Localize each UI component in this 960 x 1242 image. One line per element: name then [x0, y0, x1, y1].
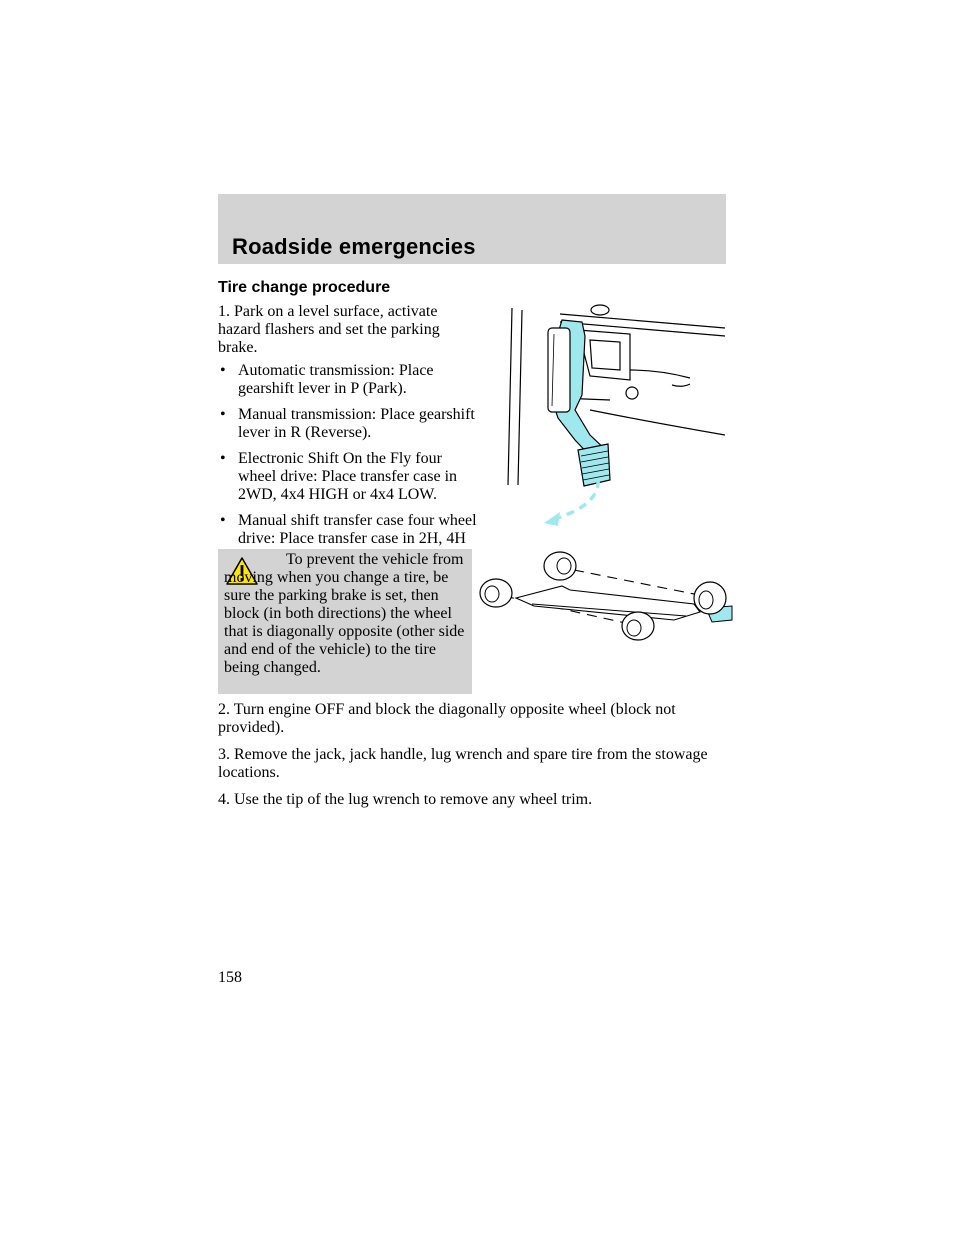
section-heading: Tire change procedure	[218, 279, 391, 296]
bullet-glyph: •	[220, 406, 226, 423]
step-3-text: 3. Remove the jack, jack handle, lug wrench and spare tire from the stowage locations.	[218, 746, 708, 781]
list-item	[218, 406, 478, 442]
page-title: Roadside emergencies	[232, 234, 476, 259]
step-2-text: 2. Turn engine OFF and block the diagonally opposite wheel (block not provided).	[218, 701, 676, 736]
parking-brake-pedal-illustration	[490, 300, 725, 530]
header-band	[218, 194, 726, 264]
list-item	[218, 450, 478, 504]
page-number: 158	[218, 969, 242, 986]
bullet-text: Manual shift transfer case four wheel drive: Place transfer case in 2H, 4H	[238, 512, 477, 547]
bullet-text: Manual transmission: Place gearshift lever in R (Reverse).	[238, 406, 475, 441]
steps-list	[218, 701, 738, 818]
step-4-text: 4. Use the tip of the lug wrench to remove any wheel trim.	[218, 791, 593, 808]
bullet-text: Automatic transmission: Place gearshift lever in P (Park).	[238, 362, 434, 397]
bullet-glyph: •	[220, 362, 226, 379]
bullet-glyph: •	[220, 450, 226, 467]
bullet-list	[218, 362, 478, 574]
step-1-text: 1. Park on a level surface, activate hazard flashers and set the parking brake.	[218, 303, 440, 356]
bullet-text: Electronic Shift On the Fly four wheel drive: Place transfer case in 2WD, 4x4 HIGH or 4x4 LOW.	[238, 450, 458, 503]
warning-box	[218, 549, 472, 694]
wheel-front-left	[544, 552, 576, 580]
bullet-glyph: •	[220, 512, 226, 529]
warning-text: To prevent the vehicle from moving when you change a tire, be sure the parking brake is set, then block (in both directions) the wheel that is diagonally opposite (other side and end of the vehicle) to the tire being changed.	[224, 551, 465, 676]
wheel-blocking-diagram	[474, 546, 736, 676]
list-item	[218, 362, 478, 398]
